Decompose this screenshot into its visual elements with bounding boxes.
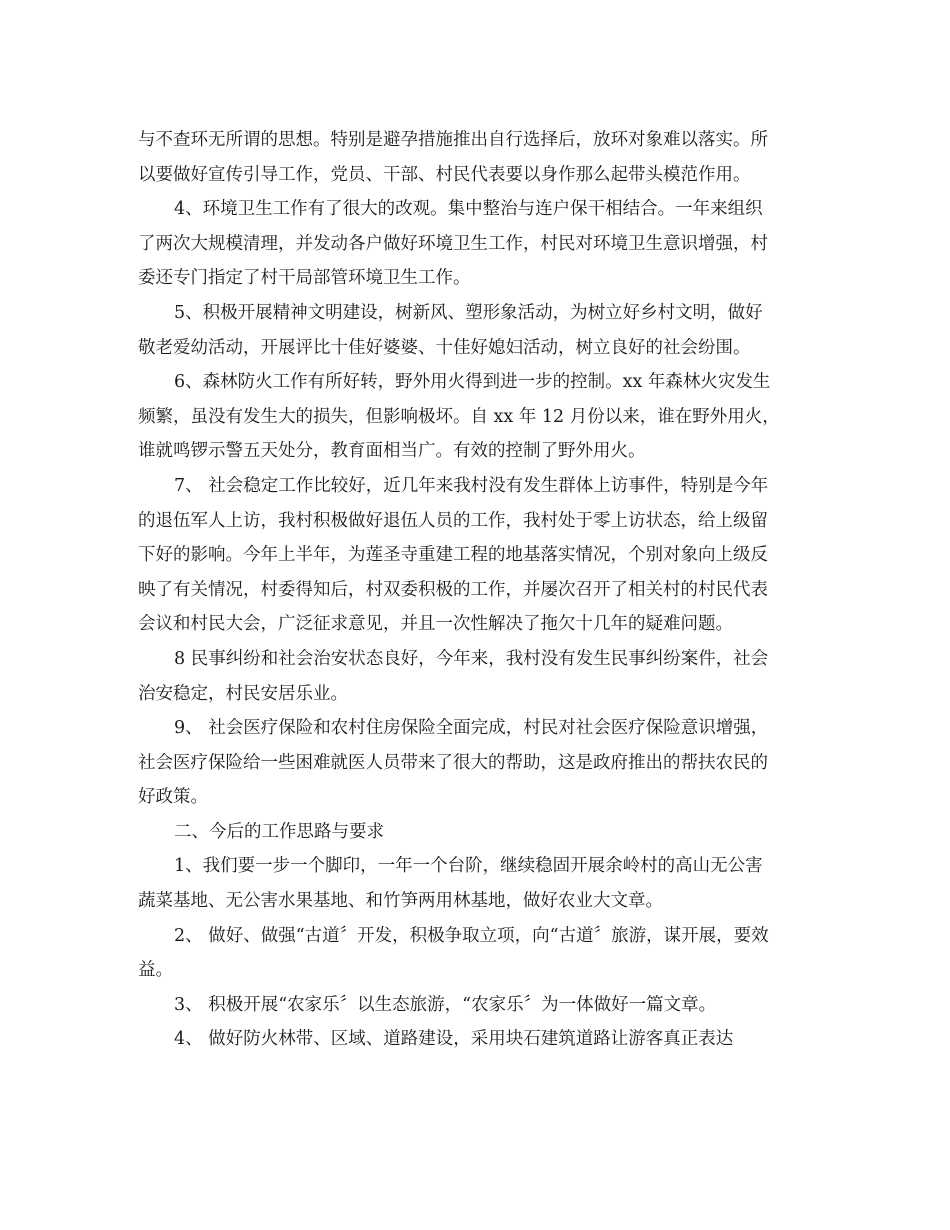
body-line: 敬老爱幼活动，开展评比十佳好婆婆、十佳好媳妇活动，树立良好的社会纷围。 <box>138 337 751 358</box>
body-line: 了两次大规模清理，并发动各户做好环境卫生工作，村民对环境卫生意识增强，村 <box>138 233 768 254</box>
body-line: 益。 <box>138 960 173 981</box>
document-body <box>138 123 818 1057</box>
body-line: 好政策。 <box>138 787 208 808</box>
body-line: 治安稳定，村民安居乐业。 <box>138 683 348 704</box>
body-line: 频繁，虽没有发生大的损失，但影响极坏。自 xx 年 12 月份以来，谁在野外用火， <box>138 406 780 427</box>
paragraph-start-line: 5、积极开展精神文明建设，树新风、塑形象活动，为树立好乡村文明，做好 <box>174 302 763 323</box>
paragraph-start-line: 3、 积极开展“农家乐〞以生态旅游，“农家乐〞为一体做好一篇文章。 <box>174 994 717 1015</box>
body-line: 与不查环无所谓的思想。特别是避孕措施推出自行选择后，放环对象难以落实。所 <box>138 130 768 150</box>
body-line: 蔬菜基地、无公害水果基地、和竹笋两用林基地，做好农业大文章。 <box>138 891 663 912</box>
paragraph-start-line: 7、 社会稳定工作比较好，近几年来我村没有发生群体上访事件，特别是今年 <box>174 475 769 496</box>
paragraph-start-line: 1、我们要一步一个脚印，一年一个台阶，继续稳固开展余岭村的高山无公害 <box>174 856 763 877</box>
paragraph-start-line: 2、 做好、做强“古道〞开发，积极争取立项，向“古道〞旅游，谋开展，要效 <box>174 925 769 946</box>
paragraph-start-line: 8 民事纠纷和社会治安状态良好，今年来，我村没有发生民事纠纷案件，社会 <box>174 648 769 669</box>
paragraph-start-line: 4、环境卫生工作有了很大的改观。集中整治与连户保干相结合。一年来组织 <box>174 199 763 220</box>
paragraph-start-line: 9、 社会医疗保险和农村住房保险全面完成，村民对社会医疗保险意识增强， <box>174 718 769 739</box>
body-line: 映了有关情况，村委得知后，村双委积极的工作，并屡次召开了相关村的村民代表 <box>138 579 768 600</box>
paragraph-start-line: 4、 做好防火林带、区域、道路建设，采用块石建筑道路让游客真正表达 <box>174 1029 734 1050</box>
paragraph-start-line: 6、森林防火工作有所好转，野外用火得到进一步的控制。xx 年森林火灾发生 <box>174 372 771 393</box>
body-line: 社会医疗保险给一些困难就医人员带来了很大的帮助，这是政府推出的帮扶农民的 <box>138 752 768 773</box>
body-line: 委还专门指定了村干局部管环境卫生工作。 <box>138 268 471 289</box>
body-line: 下好的影响。今年上半年，为莲圣寺重建工程的地基落实情况，个别对象向上级反 <box>138 545 768 566</box>
section-heading: 二、今后的工作思路与要求 <box>174 821 384 842</box>
body-line: 以要做好宣传引导工作，党员、干部、村民代表要以身作那么起带头模范作用。 <box>138 164 751 185</box>
body-line: 会议和村民大会，广泛征求意见，并且一次性解决了拖欠十几年的疑难问题。 <box>138 614 733 635</box>
body-line: 的退伍军人上访，我村积极做好退伍人员的工作，我村处于零上访状态，给上级留 <box>138 510 768 531</box>
body-line: 谁就鸣锣示警五天处分，教育面相当广。有效的控制了野外用火。 <box>138 441 646 462</box>
